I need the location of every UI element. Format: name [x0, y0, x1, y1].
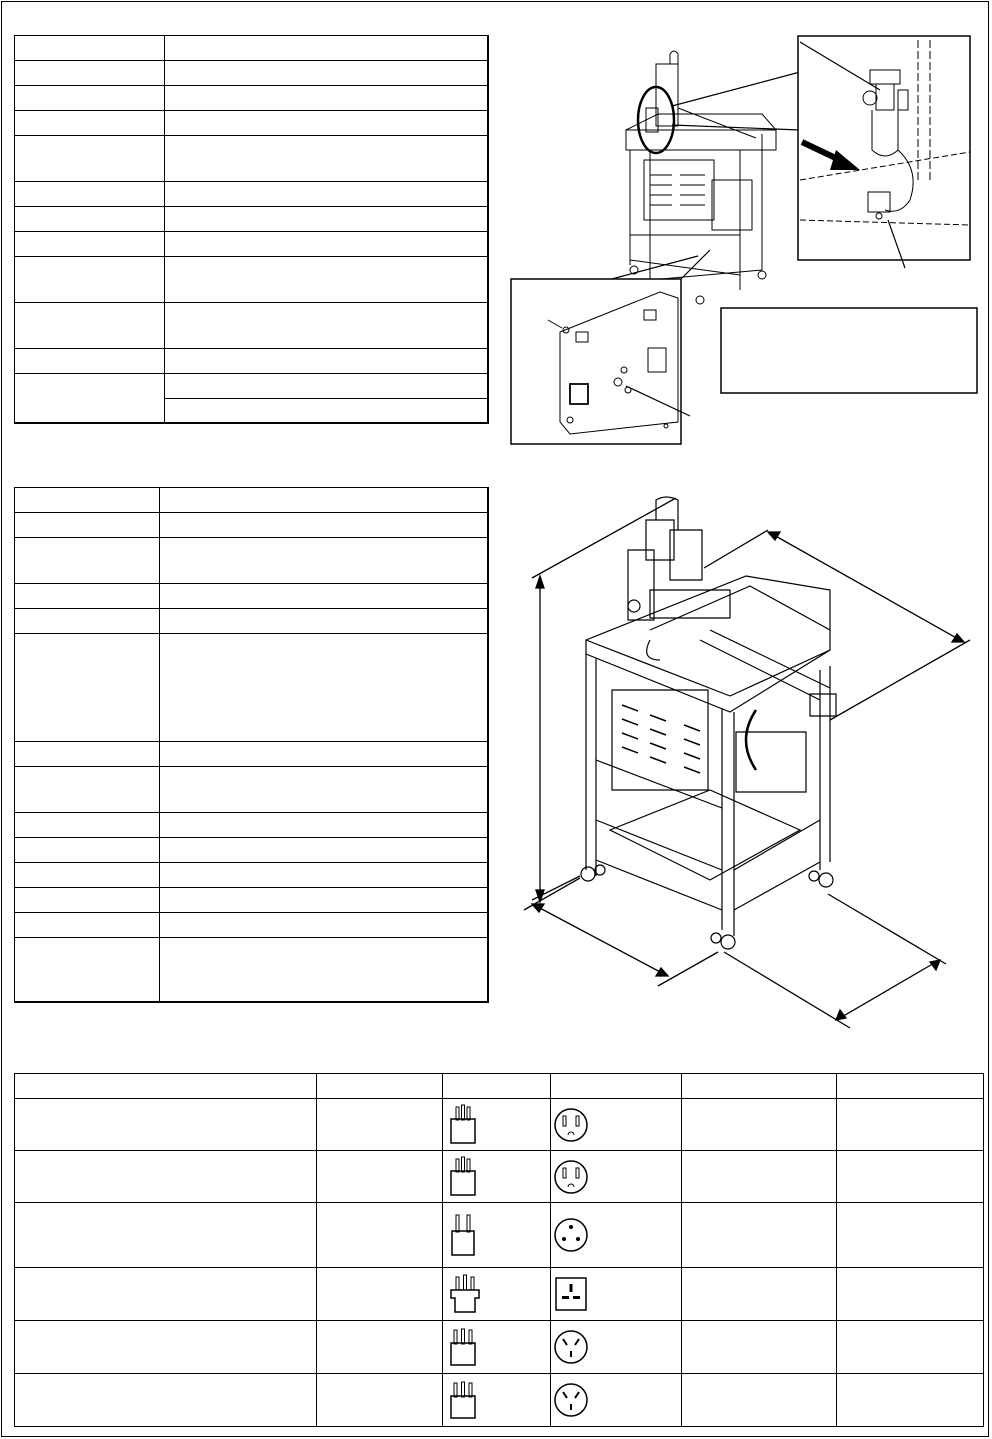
table-row	[15, 1374, 984, 1427]
au-plug-icon	[443, 1325, 483, 1369]
uk-plug-icon	[443, 1272, 487, 1316]
table-row	[15, 207, 489, 232]
table-row	[15, 349, 489, 374]
us-socket-icon	[551, 1157, 591, 1197]
table-row	[15, 1321, 984, 1374]
table-row	[15, 136, 489, 182]
table-row	[15, 1268, 984, 1321]
table-row	[15, 61, 489, 86]
table-row	[15, 111, 489, 136]
table-row	[15, 838, 489, 863]
dimension-arrows	[524, 498, 970, 1028]
table-row	[15, 374, 489, 399]
table-row	[15, 863, 489, 888]
table-row	[15, 513, 489, 538]
table-row	[15, 257, 489, 303]
us-plug-icon	[443, 1155, 483, 1199]
spec-table-1	[14, 35, 489, 424]
au-plug-icon	[443, 1378, 483, 1422]
au-socket-icon	[551, 1380, 591, 1420]
table-row	[15, 634, 489, 742]
table-row	[15, 1203, 984, 1268]
control-panel-inset	[511, 279, 681, 444]
table-row	[15, 36, 489, 61]
table-row	[15, 938, 489, 1003]
table-row	[15, 888, 489, 913]
us-socket-icon	[551, 1105, 591, 1145]
plug-table	[14, 1073, 984, 1427]
spec-table-2	[14, 487, 489, 1003]
note-box	[721, 308, 977, 393]
table-row	[15, 538, 489, 584]
table-row	[15, 913, 489, 938]
air-regulator-figure	[500, 30, 985, 450]
machine-dimensions-figure	[500, 490, 985, 1050]
table-row	[15, 86, 489, 111]
table-row	[15, 584, 489, 609]
round-plug-icon	[443, 1211, 483, 1259]
table-row	[15, 1151, 984, 1203]
table-row	[15, 767, 489, 813]
table-row	[15, 232, 489, 257]
uk-socket-icon	[551, 1274, 591, 1314]
table-row	[15, 303, 489, 349]
round-socket-icon	[551, 1215, 591, 1255]
table-row	[15, 742, 489, 767]
table-row	[15, 1099, 984, 1151]
table-row	[15, 609, 489, 634]
table-header-row	[15, 1074, 984, 1099]
us-plug-icon	[443, 1103, 483, 1147]
table-row	[15, 488, 489, 513]
au-socket-icon	[551, 1327, 591, 1367]
table-row	[15, 182, 489, 207]
table-row	[15, 813, 489, 838]
